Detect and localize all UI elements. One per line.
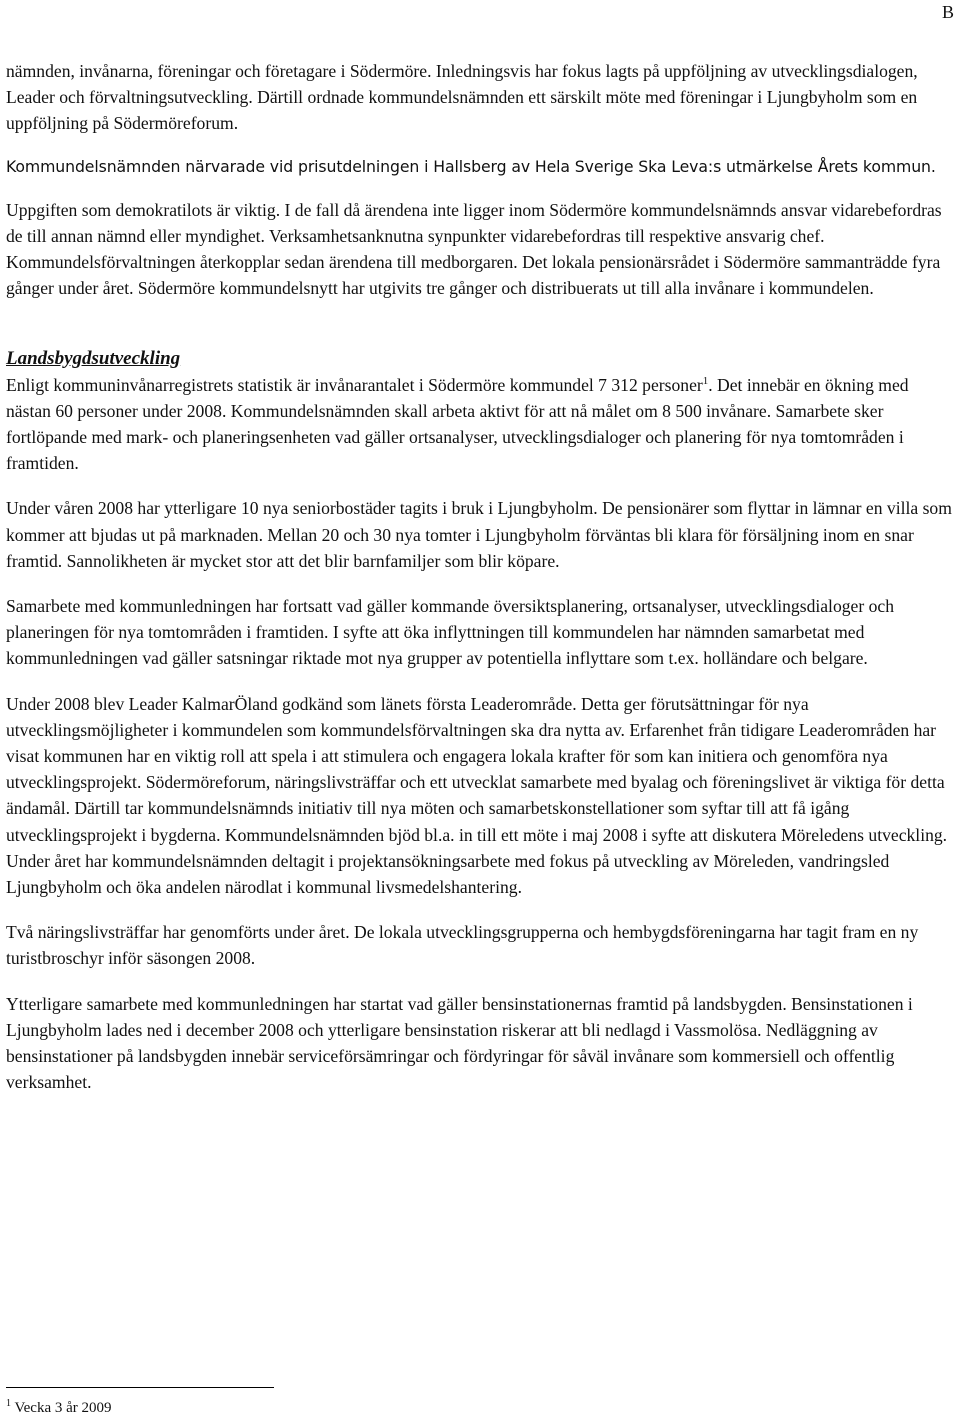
paragraph: Under 2008 blev Leader KalmarÖland godkänd som länets första Leaderområde. Detta ger förutsättningar för nya utvecklingsmöjligheter i kommundelen som kommundelsförvaltningen ska dra nytta av. Erfarenhet från tidigare Leaderområden har visat kommunen har en viktig roll att spela i att stimulera och engagera lokala krafter för som kan initiera och genomföra nya utvecklingsprojekt. Södermöreforum, näringslivsträffar och ett utvecklat samarbete med byalag och föreningslivet är viktiga för detta ändamål. Därtill tar kommundelsnämnds initiativ till nya möten och samarbetskonstellationer som syftar till att få igång utvecklingsprojekt i bygderna. Kommundelsnämnden bjöd bl.a. in till ett möte i maj 2008 i syfte att diskutera Möreledens utveckling. Under året har kommundelsnämnden deltagit i projektansökningsarbete med fokus på utveckling av Möreleden, vandringsled Ljungbyholm och öka andelen närodlat i kommunal livsmedelshantering.	[6, 693, 948, 898]
page-letter: B	[941, 2, 954, 22]
footnote-marker: 1	[6, 1398, 11, 1409]
footnote	[6, 1400, 112, 1417]
footnote-text: Vecka 3 år 2009	[11, 1400, 112, 1416]
paragraph: Enligt kommuninvånarregistrets statistik är invånarantalet i Södermöre kommundel 7 312 personer$^1$. Det innebär en ökning med nästan 60 personer under 2008. Kommundelsnämnden skall arbeta aktivt för att nå målet om 8 500 invånare. Samarbete sker fortlöpande med mark- och planeringsenheten vad gäller ortsanalyser, utvecklingsdialoger och planering för nya tomtområden i framtiden.	[6, 374, 909, 474]
paragraph: Samarbete med kommunledningen har fortsatt vad gäller kommande översiktsplanering, ortsanalyser, utvecklingsdialoger och planeringen för nya tomtområden i framtiden. I syfte att öka inflyttningen till kommundelen har nämnden samarbetat med kommunledningen vad gäller satsningar riktade mot nya grupper av potentiella inflyttare som t.ex. holländare och belgare.	[6, 596, 895, 669]
paragraph: Under våren 2008 har ytterligare 10 nya seniorbostäder tagits i bruk i Ljungbyholm. De pensionärer som flyttar in lämnar en villa som kommer att bjudas ut på marknaden. Mellan 20 och 30 nya tomter i Ljungbyholm förväntas bli klara för försäljning inom en snar framtid. Sannolikheten är mycket stor att det blir barnfamiljer som blir köpare.	[6, 498, 952, 571]
paragraph: Ytterligare samarbete med kommunledningen har startat vad gäller bensinstationernas framtid på landsbygden. Bensinstationen i Ljungbyholm lades ned i december 2008 och ytterligare bensinstation riskerar att bli nedlagd i Vassmolösa. Nedläggning av bensinstationer på landsbygden innebär serviceförsämringar och fördyringar för såväl invånare som kommersiell och offentlig verksamhet.	[6, 993, 913, 1093]
paragraph: Två näringslivsträffar har genomförts under året. De lokala utvecklingsgrupperna och hembygdsföreningarna har tagit fram en ny turistbroschyr inför säsongen 2008.	[6, 922, 919, 969]
footnote-divider	[6, 1387, 274, 1388]
paragraph: Kommundelsnämnden närvarade vid prisutdelningen i Hallsberg av Hela Sverige Ska Leva:s utmärkelse Årets kommun.	[6, 156, 936, 176]
paragraph: nämnden, invånarna, föreningar och företagare i Södermöre. Inledningsvis har fokus lagts på uppföljning av utvecklingsdialogen, Leader och förvaltningsutveckling. Därtill ordnade kommundelsnämnden ett särskilt möte med föreningar i Ljungbyholm som en uppföljning på Södermöreforum.	[6, 61, 918, 134]
section-heading: Landsbygdsutveckling	[6, 347, 181, 369]
document-body	[6, 58, 952, 1096]
footnote-ref[interactable]: 1	[702, 374, 709, 387]
paragraph: Uppgiften som demokratilots är viktig. I de fall då ärendena inte ligger inom Södermöre kommundelsnämnds ansvar vidarebefordras de till annan nämnd eller myndighet. Verksamhetsanknutna synpunkter vidarebefordras till respektive ansvarig chef. Kommundelsförvaltningen återkopplar sedan ärendena till medborgaren. Det lokala pensionärsrådet i Södermöre sammanträdde fyra gånger under året. Södermöre kommundelsnytt har utgivits tre gånger och distribuerats ut till alla invånare i kommundelen.	[6, 199, 942, 299]
